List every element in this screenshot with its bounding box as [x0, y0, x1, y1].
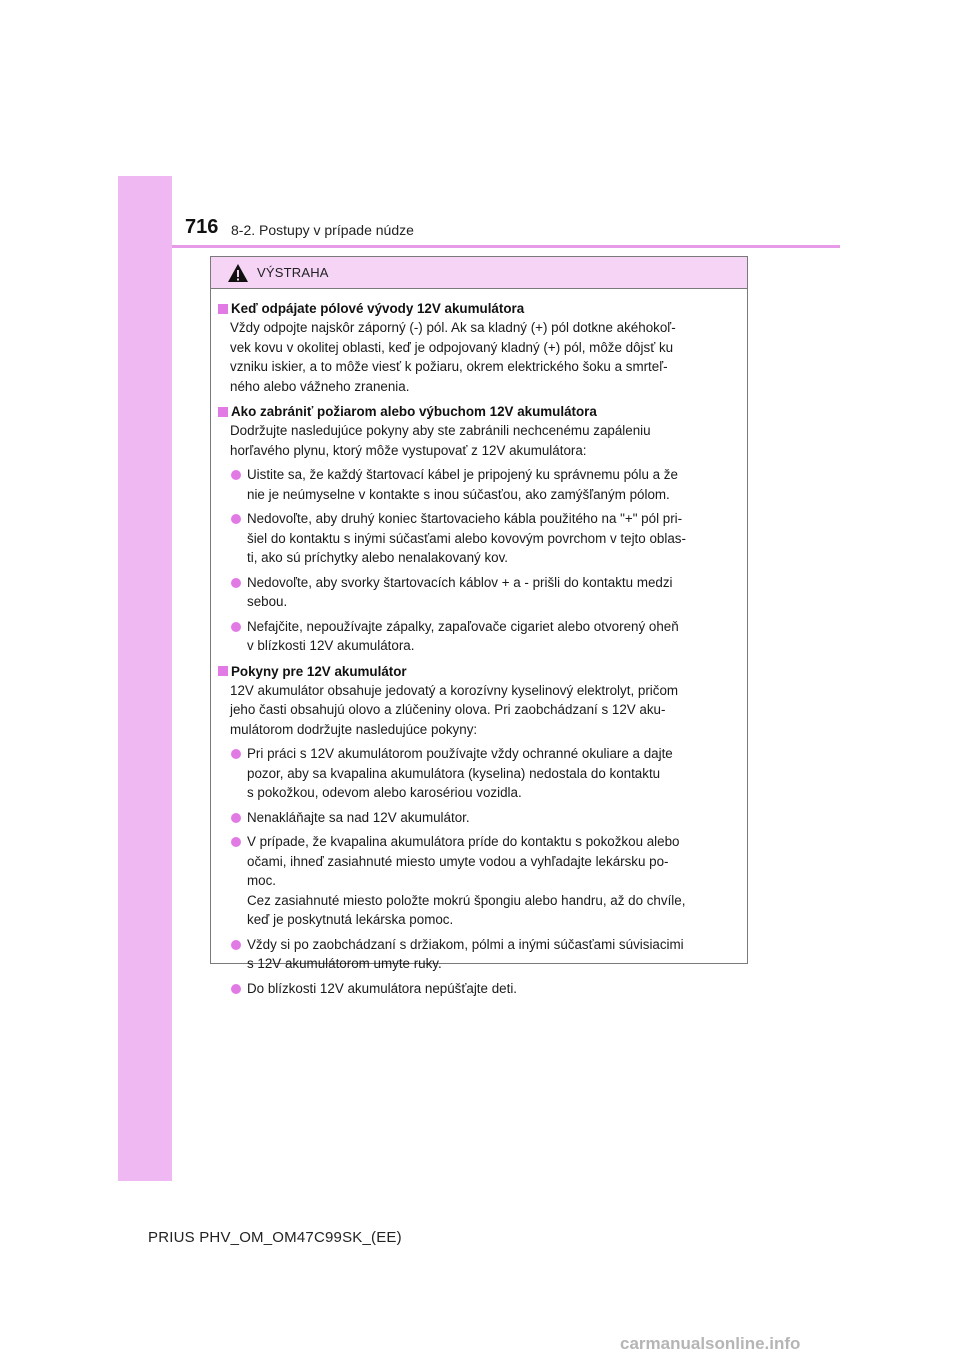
header-rule: [172, 245, 840, 248]
side-tab-band: [118, 176, 172, 1181]
warning-section-battery-precautions: [218, 662, 740, 999]
section-heading: Pokyny pre 12V akumulátor: [218, 662, 740, 681]
section-heading: Ako zabrániť požiarom alebo výbuchom 12V akumulátora: [218, 402, 740, 421]
circle-bullet-icon: [231, 984, 241, 994]
circle-bullet-icon: [231, 514, 241, 524]
list-item: Nenakláňajte sa nad 12V akumulátor.: [231, 808, 740, 828]
warning-section-disconnect: [218, 299, 740, 396]
section-text: 12V akumulátor obsahuje jedovatý a korozívny kyselinový elektrolyt, pričom jeho časti obsahujú olovo a zlúčeniny olova. Pri zaobchádzaní s 12V aku- mulátorom dodržujte nasledujúce pokyny:: [230, 682, 679, 737]
circle-bullet-icon: [231, 749, 241, 759]
square-bullet-icon: [218, 666, 228, 676]
warning-header: [211, 257, 747, 289]
footer-document-code: PRIUS PHV_OM_OM47C99SK_(EE): [148, 1229, 402, 1246]
list-item: Nefajčite, nepoužívajte zápalky, zapaľovače cigariet alebo otvorený oheň v blízkosti 12V akumulátora.: [231, 617, 740, 656]
section-text: Dodržujte nasledujúce pokyny aby ste zabránili nechcenému zapáleniu horľavého plynu, ktorý môže vystupovať z 12V akumulátora:: [230, 423, 651, 458]
square-bullet-icon: [218, 407, 228, 417]
warning-triangle-icon: [227, 263, 249, 283]
warning-section-fire-prevention: [218, 402, 740, 656]
list-item: Uistite sa, že každý štartovací kábel je pripojený ku správnemu pólu a že nie je neúmyselne v kontakte s inou súčasťou, ako zamýšľaným pólom.: [231, 465, 740, 504]
watermark: carmanualsonline.info: [620, 1334, 801, 1353]
square-bullet-icon: [218, 304, 228, 314]
circle-bullet-icon: [231, 470, 241, 480]
circle-bullet-icon: [231, 837, 241, 847]
circle-bullet-icon: [231, 940, 241, 950]
warning-label: VÝSTRAHA: [257, 265, 329, 280]
list-item: Do blízkosti 12V akumulátora nepúšťajte deti.: [231, 979, 740, 999]
page-number: 716: [185, 216, 219, 238]
list-item: Nedovoľte, aby svorky štartovacích káblov + a - prišli do kontaktu medzi sebou.: [231, 573, 740, 612]
warning-box: [210, 256, 748, 996]
list-item: Vždy si po zaobchádzaní s držiakom, pólmi a inými súčasťami súvisiacimi s 12V akumulátorom umyte ruky.: [231, 935, 740, 974]
circle-bullet-icon: [231, 622, 241, 632]
list-item: Nedovoľte, aby druhý koniec štartovacieho kábla použitého na "+" pól pri- šiel do kontaktu s inými súčasťami alebo kovovým povrchom v tejto oblas- ti, ako sú príchytky alebo nenalakovaný kov.: [231, 509, 740, 568]
list-item: Pri práci s 12V akumulátorom používajte vždy ochranné okuliare a dajte pozor, aby sa kvapalina akumulátora (kyselina) nedostala do kontaktu s pokožkou, odevom alebo karosériou vozidla.: [231, 744, 740, 803]
circle-bullet-icon: [231, 813, 241, 823]
section-text: Vždy odpojte najskôr záporný (-) pól. Ak sa kladný (+) pól dotkne akéhokoľ- vek kovu v okolitej oblasti, keď je odpojovaný kladný (+) pól, môže dôjsť ku vzniku iskier, a to môže viesť k požiaru, okrem elektrického šoku a smrteľ- ného alebo vážneho zranenia.: [230, 320, 676, 394]
list-item: V prípade, že kvapalina akumulátora príde do kontaktu s pokožkou alebo očami, ihneď zasiahnuté miesto umyte vodou a vyhľadajte lekársku po- moc. Cez zasiahnuté miesto položte mokrú špongiu alebo handru, až do chvíle, keď je poskytnutá lekárska pomoc.: [231, 832, 740, 930]
section-heading: Keď odpájate pólové vývody 12V akumulátora: [218, 299, 740, 318]
section-title: 8-2. Postupy v prípade núdze: [231, 222, 414, 238]
circle-bullet-icon: [231, 578, 241, 588]
warning-body: [211, 289, 747, 998]
